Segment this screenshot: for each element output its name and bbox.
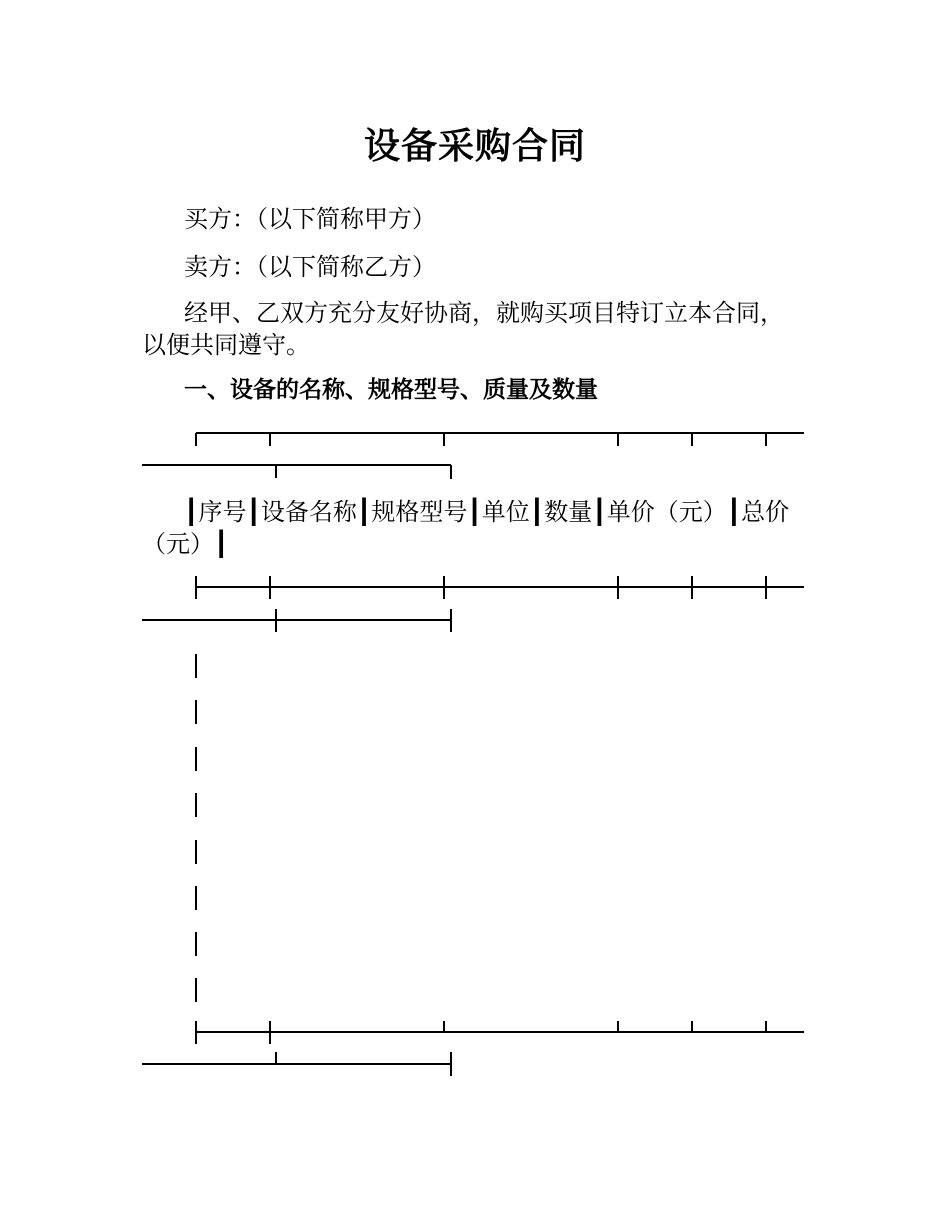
intro-paragraph: 经甲、乙双方充分友好协商，就购买项目特订立本合同，以便共同遵守。 — [142, 299, 784, 359]
buyer-line: 买方：（以下简称甲方） — [184, 205, 436, 233]
seller-line: 卖方：（以下简称乙方） — [184, 253, 436, 281]
section-1-heading: 一、设备的名称、规格型号、质量及数量 — [184, 377, 598, 403]
table-header-row: ┃序号┃设备名称┃规格型号┃单位┃数量┃单价（元）┃总价（元）┃ — [142, 498, 790, 558]
document-title: 设备采购合同 — [363, 126, 586, 167]
